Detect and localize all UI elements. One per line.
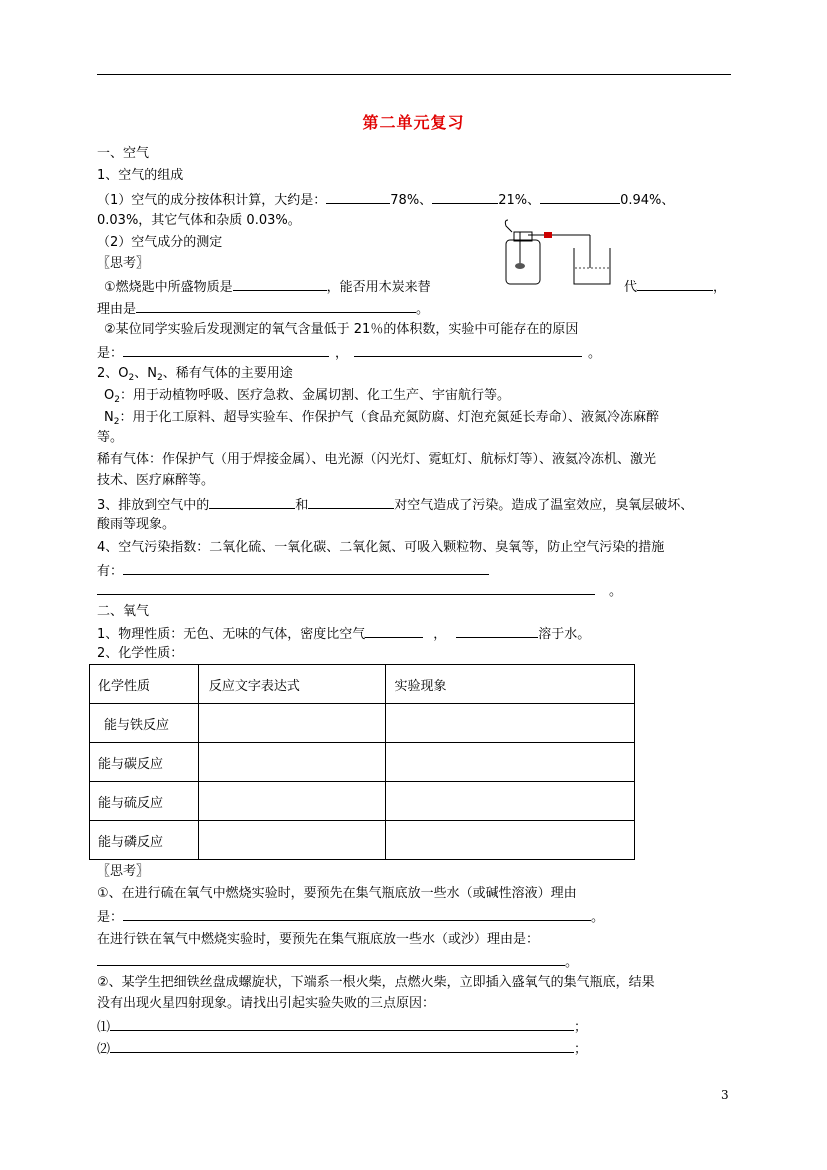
blank-measure-1[interactable] <box>123 560 489 575</box>
think-label-1: 〖思考〗 <box>97 256 150 271</box>
table-cell-phenomenon[interactable] <box>386 782 635 821</box>
table-cell-phenomenon[interactable] <box>386 821 635 860</box>
blank-sulfur-reason[interactable] <box>123 906 591 921</box>
air-index-answer: 有： <box>97 560 489 580</box>
pollution-line-2: 酸雨等现象。 <box>97 517 176 532</box>
failure-reason-1: ⑴ ； <box>97 1016 587 1036</box>
blank-failure-reason-2[interactable] <box>110 1038 574 1053</box>
n2-uses: $N_2$：用于化工原料、超导实验车、作保护气（食品充氮防腐、灯泡充氮延长寿命）、液氮冷冻麻醉 <box>104 410 659 427</box>
blank-density[interactable] <box>365 623 423 638</box>
table-cell-expression[interactable] <box>198 821 386 860</box>
blank-o2[interactable] <box>432 189 498 204</box>
physical-properties: 1、物理性质：无色、无味的气体，密度比空气 ， 溶于水。 <box>97 623 590 643</box>
blank-pollutant-2[interactable] <box>308 494 394 509</box>
rare-gas-uses-2: 技术、医疗麻醉等。 <box>97 473 215 488</box>
air-composition-heading: 1、空气的组成 <box>97 168 184 183</box>
table-row <box>90 821 635 860</box>
uses-heading: 2、$O_2$、$N_2$、稀有气体的主要用途 <box>97 366 293 383</box>
question-1: ①燃烧匙中所盛物质是 ，能否用木炭来替 <box>104 276 431 296</box>
failure-reason-2: ⑵ ； <box>97 1038 587 1058</box>
header-rule <box>97 74 731 75</box>
n2-uses-2: 等。 <box>97 430 124 445</box>
air-measurement-heading: （2）空气成分的测定 <box>97 235 223 250</box>
section-heading-air: 一、空气 <box>97 146 150 161</box>
chemical-properties-table <box>89 664 635 860</box>
table-row <box>90 782 635 821</box>
table-header: 反应文字表达式 <box>198 665 386 704</box>
rare-gas-uses: 稀有气体：作保护气（用于焊接金属）、电光源（闪光灯、霓虹灯、航标灯等）、液氦冷冻机、激光 <box>97 452 657 467</box>
section-heading-oxygen: 二、氧气 <box>97 604 150 619</box>
blank-reason[interactable] <box>136 298 416 313</box>
table-cell-property: 能与磷反应 <box>90 821 199 860</box>
think-label-2: 〖思考〗 <box>97 864 150 879</box>
air-index-line: 4、空气污染指数：二氧化硫、一氧化碳、二氧化氮、可吸入颗粒物、臭氧等，防止空气污染的措施 <box>97 540 665 555</box>
table-header-row <box>90 665 635 704</box>
blank-pollutant-1[interactable] <box>209 494 295 509</box>
table-row <box>90 704 635 743</box>
blank-n2[interactable] <box>326 189 390 204</box>
blank-solubility[interactable] <box>456 623 538 638</box>
iron-answer: 。 <box>97 951 578 971</box>
question-1-reason: 理由是 。 <box>97 298 429 318</box>
air-composition-line-2: 0.03%，其它气体和杂质 0.03%。 <box>97 213 301 228</box>
table-cell-phenomenon[interactable] <box>386 704 635 743</box>
chemical-properties-heading: 2、化学性质： <box>97 646 184 661</box>
question-1-tail: 代 ， <box>624 276 726 296</box>
blank-rare-gas[interactable] <box>540 189 620 204</box>
table-cell-property: 能与硫反应 <box>90 782 199 821</box>
table-header: 实验现象 <box>386 665 635 704</box>
table-cell-phenomenon[interactable] <box>386 743 635 782</box>
table-cell-property: 能与碳反应 <box>90 743 199 782</box>
page-number: 3 <box>721 1088 729 1102</box>
table-cell-expression[interactable] <box>198 704 386 743</box>
pollution-line: 3、排放到空气中的 和 对空气造成了污染。造成了温室效应，臭氧层破坏、 <box>97 494 693 514</box>
blank-charcoal-answer[interactable] <box>637 276 713 291</box>
question-2: ②某位同学实验后发现测定的氧气含量低于 21％的体积数，实验中可能存在的原因 <box>104 322 579 337</box>
blank-cause-1[interactable] <box>123 342 329 357</box>
table-row <box>90 743 635 782</box>
page-title: 第二单元复习 <box>362 113 465 132</box>
blank-measure-2[interactable] <box>97 580 595 595</box>
air-index-answer-2: 。 <box>97 580 622 600</box>
iron-question: 在进行铁在氧气中燃烧实验时，要预先在集气瓶底放一些水（或沙）理由是： <box>97 932 540 947</box>
blank-failure-reason-1[interactable] <box>110 1016 574 1031</box>
blank-cause-2[interactable] <box>354 342 582 357</box>
question-2-answer: 是： ， 。 <box>97 342 601 362</box>
blank-iron-reason[interactable] <box>97 951 565 966</box>
table-cell-expression[interactable] <box>198 743 386 782</box>
apparatus-illustration <box>498 218 618 288</box>
failure-question-2: 没有出现火星四射现象。请找出引起实验失败的三点原因： <box>97 996 436 1011</box>
sulfur-answer: 是： 。 <box>97 906 604 926</box>
failure-question: ②、某学生把细铁丝盘成螺旋状，下端系一根火柴，点燃火柴，立即插入盛氧气的集气瓶底，结果 <box>97 975 655 990</box>
blank-spoon-substance[interactable] <box>233 276 327 291</box>
table-cell-expression[interactable] <box>198 782 386 821</box>
sulfur-question: ①、在进行硫在氧气中燃烧实验时，要预先在集气瓶底放一些水（或碱性溶液）理由 <box>97 886 577 901</box>
air-composition-line: （1）空气的成分按体积计算，大约是： 78%、 21%、 0.94%、 <box>97 189 674 209</box>
o2-uses: $O_2$：用于动植物呼吸、医疗急救、金属切割、化工生产、宇宙航行等。 <box>104 388 510 405</box>
table-cell-property: 能与铁反应 <box>90 704 199 743</box>
table-header: 化学性质 <box>90 665 199 704</box>
